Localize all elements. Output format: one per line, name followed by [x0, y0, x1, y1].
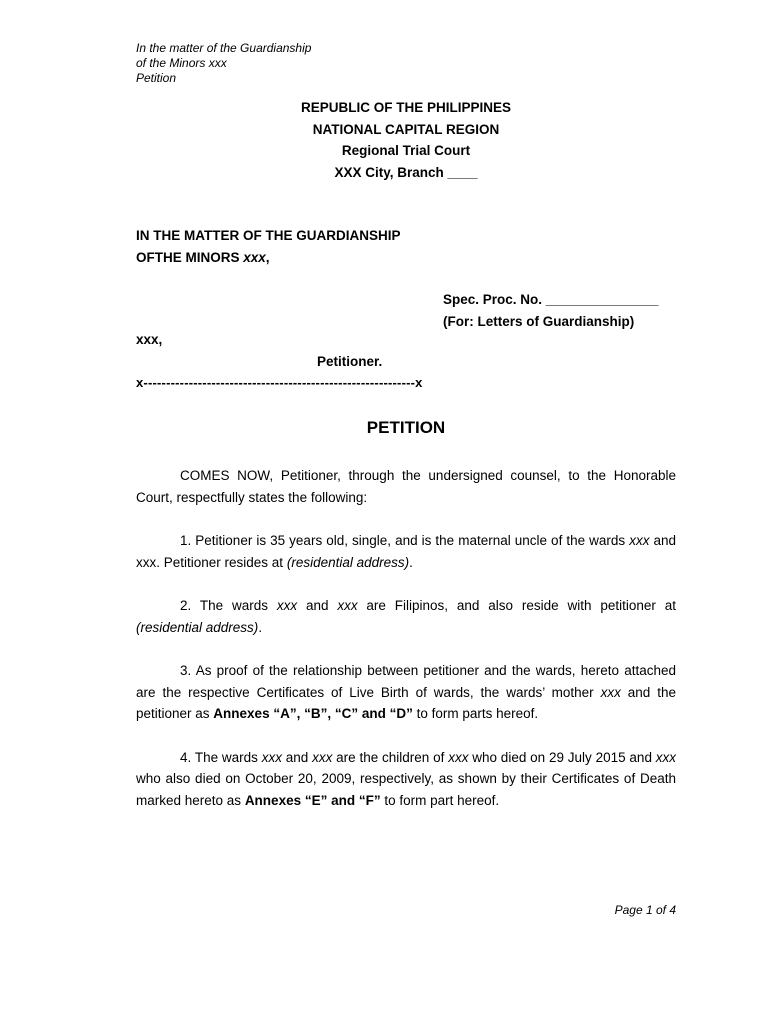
court-line-court: Regional Trial Court — [341, 143, 471, 158]
petitioner-name: xxx, — [136, 332, 163, 347]
header-line: of the Minors xxx — [136, 56, 227, 70]
intro-paragraph: COMES NOW, Petitioner, through the undersigned counsel, to the Honorable Court, respectfully states the following: — [136, 468, 676, 505]
court-line-region: NATIONAL CAPITAL REGION — [312, 121, 500, 137]
court-line-republic: REPUBLIC OF THE PHILIPPINES — [300, 100, 512, 115]
court-heading — [136, 97, 676, 183]
case-number-block — [443, 289, 658, 332]
case-nature: (For: Letters of Guardianship) — [443, 313, 635, 329]
petition-body — [136, 465, 676, 833]
page-number: Page 1 of 4 — [614, 903, 676, 917]
paragraph-2: 2. The wards xxx and xxx are Filipinos, and also reside with petitioner at (residential address). — [136, 598, 677, 635]
running-header — [136, 41, 311, 86]
caption-divider: x------------------------------------------------------------x — [136, 375, 423, 390]
petitioner-role: Petitioner. — [317, 354, 383, 369]
document-title: PETITION — [366, 418, 446, 437]
spec-proc-number: Spec. Proc. No. _______________ — [443, 292, 659, 307]
case-caption — [136, 225, 401, 268]
caption-line: OFTHE MINORS xxx, — [136, 249, 270, 265]
header-line: Petition — [136, 71, 177, 85]
caption-line: IN THE MATTER OF THE GUARDIANSHIP — [136, 228, 401, 243]
paragraph-3: 3. As proof of the relationship between petitioner and the wards, hereto attached are the respective Certificates of Live Birth of wards, the wards’ mother xxx and the petitioner as Annexes “A”, “B”, “C” and “D” to form parts hereof. — [136, 663, 676, 721]
paragraph-4: 4. The wards xxx and xxx are the children of xxx who died on 29 July 2015 and xxx who also died on October 20, 2009, respectively, as shown by their Certificates of Death marked hereto as Annexes “E” and “F” to form part hereof. — [136, 749, 677, 808]
header-line: In the matter of the Guardianship — [136, 41, 312, 55]
paragraph-1: 1. Petitioner is 35 years old, single, and is the maternal uncle of the wards xxx and xxx. Petitioner resides at (residential address). — [136, 533, 676, 570]
court-line-branch: XXX City, Branch ____ — [334, 164, 478, 180]
